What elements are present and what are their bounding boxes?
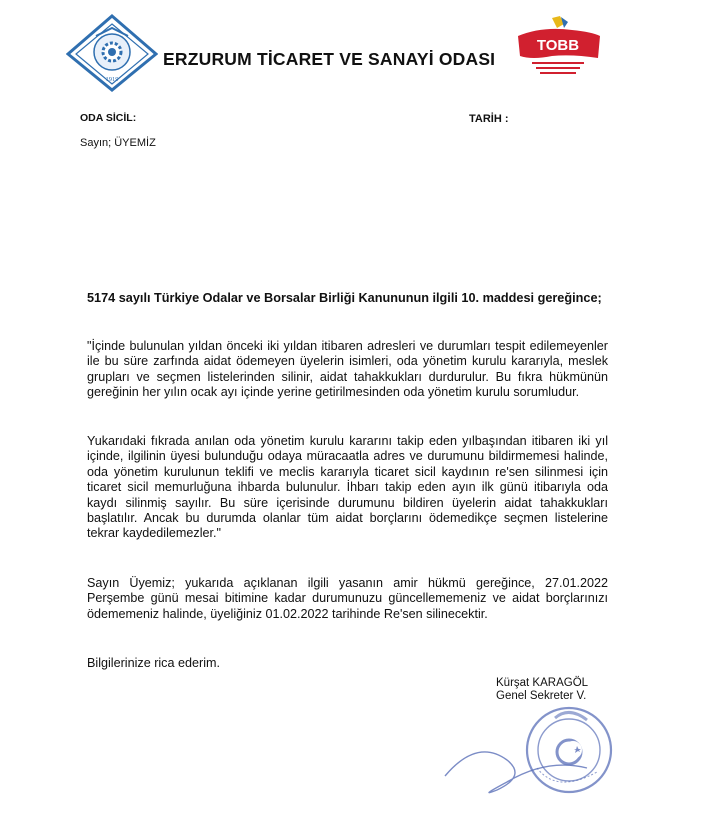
paragraph-3: Sayın Üyemiz; yukarıda açıklanan ilgili yasanın amir hükmü gereğince, 27.01.2022 Perşembe günü mesai bitimine kadar durumunuzu güncellememeniz ve aidat borçlarınızı ödememeniz halinde, üyeliğiniz 01.02.2022 tarihinde Re'sen silinecektir. [87, 576, 608, 621]
paragraph-2: Yukarıdaki fıkrada anılan oda yönetim kurulu kararını takip eden yılbaşından itibaren iki yıl içinde, ilgilinin üyesi bulunduğu odaya müracaatla adres ve durumunu bildirmemesi halinde, oda yönetim kurulunun teklifi ve meclis kararıyla ticaret sicil kaydının re'sen silinmesi için ticaret sicil memurluğuna ihbarda bulunulur. İhbarı takip eden ayın ilk günü itibarıyla oda kaydı silinmiş sayılır. Bu süre içerisinde durumunu bildiren üyelerin aidat tahakkukları başlatılır. Ancak bu durumda olanlar tüm aidat borçlarını ödemedikçe seçmen listelerine tekrar kaydedilemezler." [87, 434, 608, 541]
tobb-logo [512, 14, 604, 84]
tarih-label: TARİH : [469, 113, 509, 125]
official-stamp [437, 698, 625, 810]
signatory-name: Kürşat KARAGÖL [496, 677, 589, 689]
tobb-label: TOBB [536, 37, 580, 54]
salutation: Sayın; ÜYEMİZ [80, 137, 156, 149]
letter-subject: 5174 sayılı Türkiye Odalar ve Borsalar Birliği Kanununun ilgili 10. maddesi gereğince; [87, 291, 602, 305]
sicil-label: ODA SİCİL: [80, 112, 137, 124]
chamber-logo [66, 14, 158, 92]
closing-line: Bilgilerinize rica ederim. [87, 656, 220, 670]
organization-name: ERZURUM TİCARET VE SANAYİ ODASI [163, 49, 496, 69]
signatory-title: Genel Sekreter V. [496, 690, 587, 702]
logo-year: 1919 [105, 76, 119, 83]
paragraph-1: "İçinde bulunulan yıldan önceki iki yıldan itibaren adresleri ve durumları tespit edilemeyenler ile bu süre zarfında aidat ödemeyen üyelerin isimleri, oda yönetim kurulu kararıyla, meslek grupları ve seçmen listelerinden silinir, aidat tahakkukları durdurulur. Bu fıkra hükmünün gereğinin her yılın ocak ayı içinde yerine getirilmesinden oda yönetim kurulu sorumludur. [87, 339, 608, 400]
